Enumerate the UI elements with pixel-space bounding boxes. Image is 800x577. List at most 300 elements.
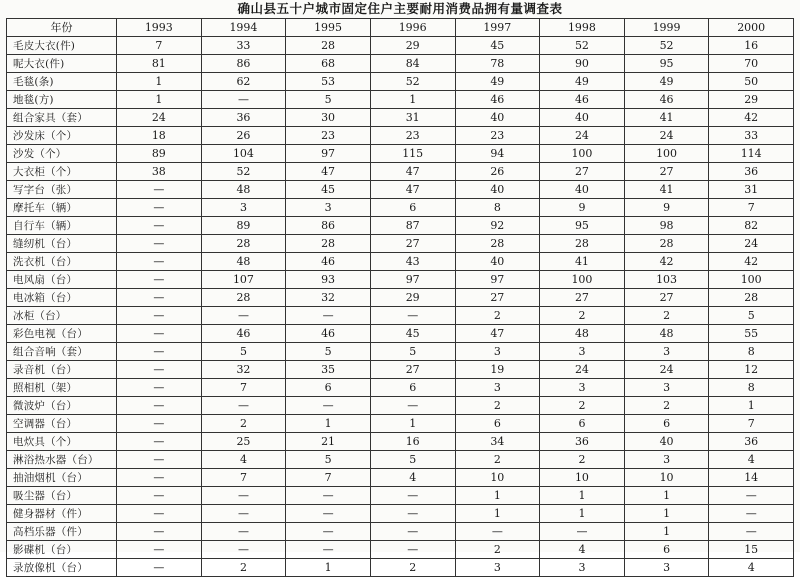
header-year: 1993 [117, 19, 202, 37]
table-row [7, 127, 794, 145]
value-cell: 29 [709, 91, 794, 109]
value-cell: 49 [624, 73, 709, 91]
table-header [7, 19, 794, 37]
value-cell: 7 [201, 379, 286, 397]
table-row [7, 181, 794, 199]
value-cell: 1 [540, 505, 625, 523]
header-year: 1999 [624, 19, 709, 37]
value-cell: — [117, 181, 202, 199]
value-cell: 7 [709, 199, 794, 217]
value-cell: 27 [455, 289, 540, 307]
value-cell: 4 [709, 451, 794, 469]
value-cell: 2 [540, 307, 625, 325]
table-row [7, 433, 794, 451]
value-cell: 35 [286, 361, 371, 379]
value-cell: 47 [370, 181, 455, 199]
item-label: 抽油烟机（台） [7, 469, 117, 487]
value-cell: 16 [370, 433, 455, 451]
value-cell: 31 [370, 109, 455, 127]
value-cell: 3 [540, 559, 625, 577]
value-cell: 6 [540, 415, 625, 433]
value-cell: 1 [624, 523, 709, 541]
value-cell: 40 [455, 181, 540, 199]
header-row [7, 19, 794, 37]
table-row [7, 523, 794, 541]
value-cell: 41 [540, 253, 625, 271]
table-row [7, 379, 794, 397]
value-cell: 30 [286, 109, 371, 127]
value-cell: 97 [455, 271, 540, 289]
value-cell: 2 [455, 451, 540, 469]
value-cell: 45 [370, 325, 455, 343]
value-cell: 27 [370, 235, 455, 253]
header-year: 1994 [201, 19, 286, 37]
value-cell: — [201, 307, 286, 325]
value-cell: — [286, 505, 371, 523]
value-cell: — [286, 523, 371, 541]
table-row [7, 289, 794, 307]
value-cell: 29 [370, 289, 455, 307]
value-cell: 82 [709, 217, 794, 235]
value-cell: 7 [201, 469, 286, 487]
value-cell: 25 [201, 433, 286, 451]
header-year: 1998 [540, 19, 625, 37]
value-cell: — [117, 541, 202, 559]
item-label: 录音机（台） [7, 361, 117, 379]
item-label: 写字台（张） [7, 181, 117, 199]
header-year: 1996 [370, 19, 455, 37]
item-label: 地毯(方) [7, 91, 117, 109]
value-cell: 28 [455, 235, 540, 253]
value-cell: 98 [624, 217, 709, 235]
value-cell: 41 [624, 109, 709, 127]
value-cell: 49 [540, 73, 625, 91]
table-row [7, 415, 794, 433]
value-cell: 2 [455, 541, 540, 559]
value-cell: 6 [370, 379, 455, 397]
table-row [7, 73, 794, 91]
value-cell: 52 [624, 37, 709, 55]
item-label: 组合音响（套） [7, 343, 117, 361]
value-cell: — [117, 505, 202, 523]
item-label: 呢大衣(件) [7, 55, 117, 73]
value-cell: — [709, 487, 794, 505]
value-cell: 100 [624, 145, 709, 163]
value-cell: 28 [540, 235, 625, 253]
value-cell: 45 [286, 181, 371, 199]
item-label: 摩托车（辆） [7, 199, 117, 217]
value-cell: 100 [540, 145, 625, 163]
value-cell: 3 [455, 343, 540, 361]
value-cell: 104 [201, 145, 286, 163]
value-cell: 97 [370, 271, 455, 289]
value-cell: 47 [286, 163, 371, 181]
value-cell: 28 [709, 289, 794, 307]
value-cell: 42 [624, 253, 709, 271]
item-label: 彩色电视（台） [7, 325, 117, 343]
item-label: 组合家具（套） [7, 109, 117, 127]
value-cell: — [117, 199, 202, 217]
value-cell: 70 [709, 55, 794, 73]
value-cell: 52 [201, 163, 286, 181]
value-cell: — [117, 433, 202, 451]
value-cell: — [117, 325, 202, 343]
value-cell: 3 [201, 199, 286, 217]
value-cell: — [286, 397, 371, 415]
value-cell: 2 [540, 397, 625, 415]
value-cell: 27 [540, 289, 625, 307]
value-cell: 2 [201, 559, 286, 577]
value-cell: 12 [709, 361, 794, 379]
value-cell: 15 [709, 541, 794, 559]
value-cell: 78 [455, 55, 540, 73]
value-cell: — [117, 253, 202, 271]
value-cell: — [117, 271, 202, 289]
value-cell: 115 [370, 145, 455, 163]
value-cell: — [117, 397, 202, 415]
value-cell: 28 [201, 235, 286, 253]
value-cell: 28 [201, 289, 286, 307]
value-cell: 10 [455, 469, 540, 487]
value-cell: — [286, 307, 371, 325]
value-cell: 1 [540, 487, 625, 505]
item-label: 洗衣机（台） [7, 253, 117, 271]
table-row [7, 109, 794, 127]
item-label: 空调器（台） [7, 415, 117, 433]
value-cell: 40 [624, 433, 709, 451]
table-row [7, 163, 794, 181]
header-corner: 年份 [7, 19, 117, 37]
value-cell: 93 [286, 271, 371, 289]
value-cell: 40 [455, 253, 540, 271]
value-cell: 27 [624, 163, 709, 181]
value-cell: 3 [624, 559, 709, 577]
item-label: 沙发床（个） [7, 127, 117, 145]
value-cell: 46 [455, 91, 540, 109]
value-cell: 10 [624, 469, 709, 487]
table-row [7, 325, 794, 343]
value-cell: 89 [201, 217, 286, 235]
value-cell: 40 [540, 109, 625, 127]
value-cell: — [370, 523, 455, 541]
value-cell: — [117, 217, 202, 235]
value-cell: 1 [624, 487, 709, 505]
value-cell: 24 [540, 127, 625, 145]
value-cell: 24 [709, 235, 794, 253]
value-cell: 6 [624, 541, 709, 559]
value-cell: 3 [286, 199, 371, 217]
value-cell: 68 [286, 55, 371, 73]
value-cell: 45 [455, 37, 540, 55]
value-cell: — [117, 451, 202, 469]
value-cell: 28 [286, 235, 371, 253]
header-year: 2000 [709, 19, 794, 37]
value-cell: 24 [540, 361, 625, 379]
value-cell: 3 [455, 559, 540, 577]
value-cell: 7 [117, 37, 202, 55]
table-row [7, 271, 794, 289]
value-cell: 29 [370, 37, 455, 55]
value-cell: 41 [624, 181, 709, 199]
value-cell: 1 [286, 559, 371, 577]
item-label: 照相机（架） [7, 379, 117, 397]
table-row [7, 559, 794, 577]
value-cell: 26 [201, 127, 286, 145]
table-row [7, 487, 794, 505]
value-cell: — [370, 397, 455, 415]
value-cell: 97 [286, 145, 371, 163]
value-cell: — [201, 397, 286, 415]
item-label: 健身器材（件） [7, 505, 117, 523]
value-cell: 2 [624, 307, 709, 325]
value-cell: 1 [370, 91, 455, 109]
value-cell: 36 [201, 109, 286, 127]
value-cell: 33 [201, 37, 286, 55]
value-cell: 38 [117, 163, 202, 181]
value-cell: — [286, 541, 371, 559]
value-cell: 4 [201, 451, 286, 469]
value-cell: — [117, 289, 202, 307]
value-cell: 28 [624, 235, 709, 253]
table-row [7, 361, 794, 379]
value-cell: 3 [624, 379, 709, 397]
header-year: 1997 [455, 19, 540, 37]
value-cell: 2 [455, 307, 540, 325]
value-cell: 7 [709, 415, 794, 433]
value-cell: 24 [624, 127, 709, 145]
item-label: 电风扇（台） [7, 271, 117, 289]
value-cell: 1 [455, 505, 540, 523]
value-cell: — [117, 415, 202, 433]
value-cell: 4 [709, 559, 794, 577]
value-cell: 90 [540, 55, 625, 73]
value-cell: 8 [709, 379, 794, 397]
table-row [7, 253, 794, 271]
table-row [7, 343, 794, 361]
value-cell: 89 [117, 145, 202, 163]
value-cell: 16 [709, 37, 794, 55]
value-cell: 1 [624, 505, 709, 523]
value-cell: 33 [709, 127, 794, 145]
value-cell: 6 [455, 415, 540, 433]
value-cell: 27 [540, 163, 625, 181]
item-label: 沙发（个） [7, 145, 117, 163]
value-cell: 5 [286, 91, 371, 109]
value-cell: 31 [709, 181, 794, 199]
value-cell: 23 [286, 127, 371, 145]
item-label: 缝纫机（台） [7, 235, 117, 253]
value-cell: 2 [201, 415, 286, 433]
value-cell: 43 [370, 253, 455, 271]
value-cell: 6 [286, 379, 371, 397]
value-cell: 24 [624, 361, 709, 379]
value-cell: 5 [370, 343, 455, 361]
value-cell: 50 [709, 73, 794, 91]
item-label: 影碟机（台） [7, 541, 117, 559]
value-cell: 4 [540, 541, 625, 559]
value-cell: 48 [540, 325, 625, 343]
value-cell: — [201, 505, 286, 523]
value-cell: 36 [709, 163, 794, 181]
value-cell: 6 [624, 415, 709, 433]
consumer-goods-table [6, 18, 794, 577]
value-cell: 9 [624, 199, 709, 217]
value-cell: — [117, 361, 202, 379]
value-cell: 34 [455, 433, 540, 451]
value-cell: — [370, 541, 455, 559]
value-cell: — [201, 91, 286, 109]
table-row [7, 541, 794, 559]
value-cell: 42 [709, 109, 794, 127]
item-label: 录放像机（台） [7, 559, 117, 577]
value-cell: 107 [201, 271, 286, 289]
item-label: 毛毯(条) [7, 73, 117, 91]
value-cell: 8 [709, 343, 794, 361]
table-row [7, 217, 794, 235]
table-row [7, 145, 794, 163]
item-label: 自行车（辆） [7, 217, 117, 235]
value-cell: 48 [201, 253, 286, 271]
value-cell: 86 [201, 55, 286, 73]
value-cell: — [201, 487, 286, 505]
value-cell: 94 [455, 145, 540, 163]
value-cell: 3 [624, 343, 709, 361]
value-cell: — [201, 541, 286, 559]
value-cell: 28 [286, 37, 371, 55]
value-cell: — [370, 307, 455, 325]
table-row [7, 199, 794, 217]
value-cell: 87 [370, 217, 455, 235]
value-cell: 3 [455, 379, 540, 397]
value-cell: 1 [286, 415, 371, 433]
value-cell: 3 [624, 451, 709, 469]
item-label: 微波炉（台） [7, 397, 117, 415]
item-label: 电冰箱（台） [7, 289, 117, 307]
value-cell: 4 [370, 469, 455, 487]
item-label: 大衣柜（个） [7, 163, 117, 181]
value-cell: 100 [540, 271, 625, 289]
value-cell: 92 [455, 217, 540, 235]
value-cell: 46 [540, 91, 625, 109]
value-cell: 86 [286, 217, 371, 235]
value-cell: 3 [540, 343, 625, 361]
value-cell: — [117, 343, 202, 361]
value-cell: 14 [709, 469, 794, 487]
item-label: 毛皮大衣(件) [7, 37, 117, 55]
item-label: 冰柜（台） [7, 307, 117, 325]
value-cell: 55 [709, 325, 794, 343]
value-cell: — [709, 523, 794, 541]
item-label: 吸尘器（台） [7, 487, 117, 505]
table-body [7, 37, 794, 577]
value-cell: — [117, 235, 202, 253]
value-cell: 47 [455, 325, 540, 343]
value-cell: — [540, 523, 625, 541]
value-cell: — [117, 379, 202, 397]
value-cell: 24 [117, 109, 202, 127]
value-cell: 47 [370, 163, 455, 181]
value-cell: 2 [370, 559, 455, 577]
value-cell: 62 [201, 73, 286, 91]
value-cell: — [117, 469, 202, 487]
value-cell: 103 [624, 271, 709, 289]
value-cell: 10 [540, 469, 625, 487]
value-cell: 2 [455, 397, 540, 415]
value-cell: 18 [117, 127, 202, 145]
value-cell: 46 [286, 253, 371, 271]
table-row [7, 307, 794, 325]
value-cell: 40 [540, 181, 625, 199]
value-cell: 9 [540, 199, 625, 217]
value-cell: — [709, 505, 794, 523]
value-cell: — [455, 523, 540, 541]
value-cell: 36 [540, 433, 625, 451]
table-row [7, 91, 794, 109]
value-cell: 5 [286, 451, 371, 469]
value-cell: 32 [201, 361, 286, 379]
table-title: 确山县五十户城市固定住户主要耐用消费品拥有量调查表 [237, 1, 563, 16]
value-cell: 32 [286, 289, 371, 307]
value-cell: 1 [455, 487, 540, 505]
value-cell: 46 [201, 325, 286, 343]
value-cell: 48 [201, 181, 286, 199]
value-cell: 46 [286, 325, 371, 343]
item-label: 淋浴热水器（台） [7, 451, 117, 469]
value-cell: 84 [370, 55, 455, 73]
value-cell: — [117, 487, 202, 505]
value-cell: 49 [455, 73, 540, 91]
table-row [7, 451, 794, 469]
value-cell: 3 [540, 379, 625, 397]
value-cell: 52 [540, 37, 625, 55]
value-cell: — [370, 505, 455, 523]
table-row [7, 55, 794, 73]
table-row [7, 469, 794, 487]
value-cell: — [117, 523, 202, 541]
value-cell: 1 [117, 73, 202, 91]
value-cell: 21 [286, 433, 371, 451]
value-cell: 8 [455, 199, 540, 217]
table-row [7, 397, 794, 415]
value-cell: 27 [370, 361, 455, 379]
table-row [7, 37, 794, 55]
value-cell: 114 [709, 145, 794, 163]
value-cell: 42 [709, 253, 794, 271]
value-cell: 46 [624, 91, 709, 109]
value-cell: 53 [286, 73, 371, 91]
value-cell: 5 [201, 343, 286, 361]
value-cell: 40 [455, 109, 540, 127]
value-cell: — [117, 559, 202, 577]
value-cell: 1 [370, 415, 455, 433]
table-row [7, 235, 794, 253]
value-cell: 2 [624, 397, 709, 415]
value-cell: 5 [709, 307, 794, 325]
value-cell: 95 [540, 217, 625, 235]
value-cell: — [286, 487, 371, 505]
value-cell: 1 [709, 397, 794, 415]
value-cell: 5 [286, 343, 371, 361]
value-cell: 6 [370, 199, 455, 217]
value-cell: 27 [624, 289, 709, 307]
value-cell: 5 [370, 451, 455, 469]
item-label: 高档乐器（件） [7, 523, 117, 541]
value-cell: 23 [455, 127, 540, 145]
value-cell: — [201, 523, 286, 541]
value-cell: 95 [624, 55, 709, 73]
value-cell: 100 [709, 271, 794, 289]
value-cell: 23 [370, 127, 455, 145]
